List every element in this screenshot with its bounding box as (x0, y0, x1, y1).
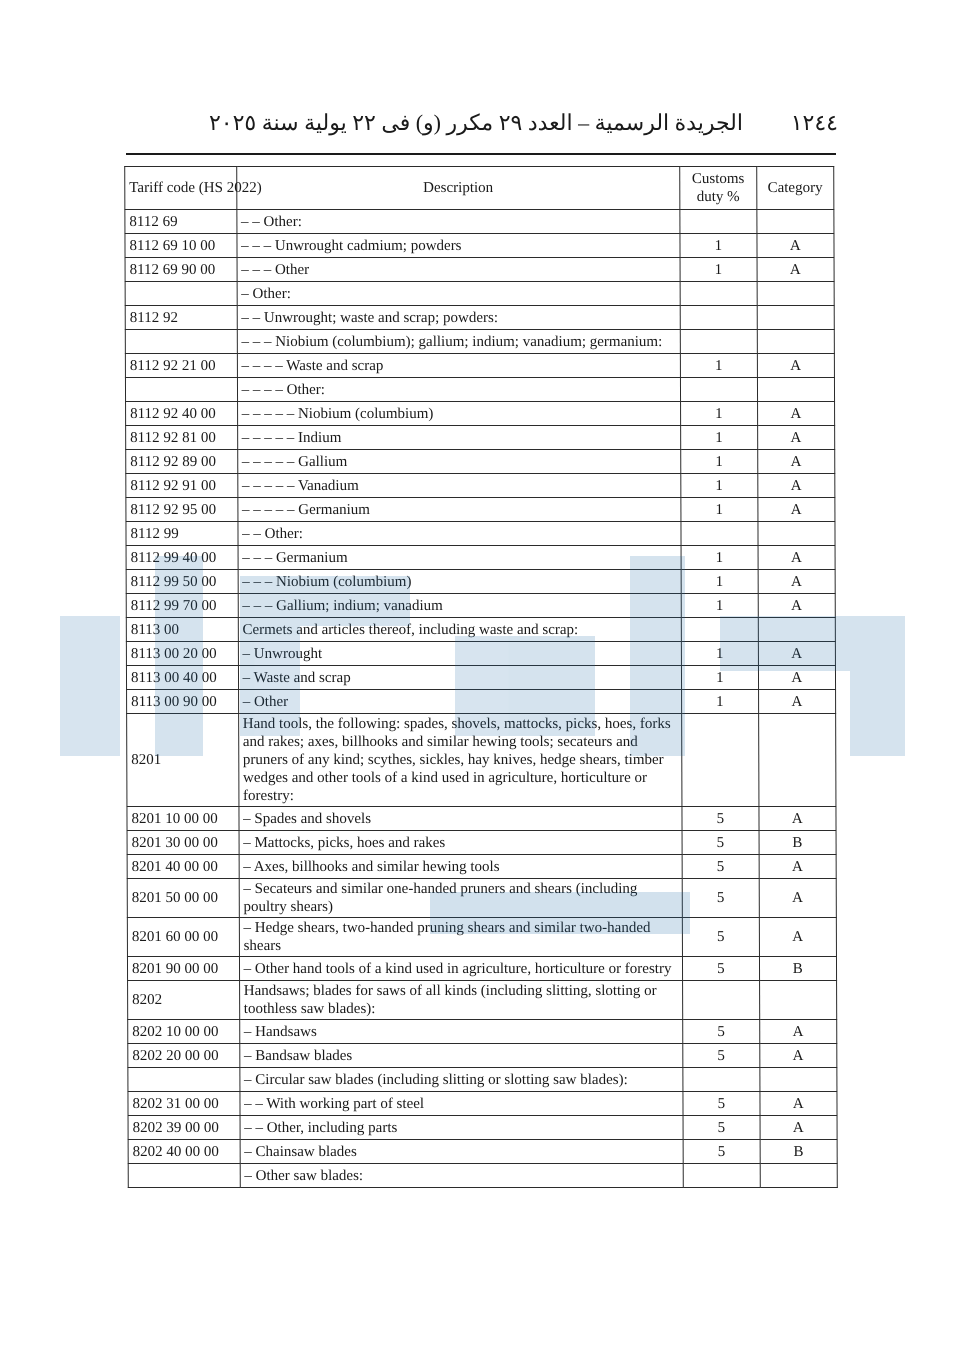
tariff-code-cell: 8112 69 10 00 (125, 234, 237, 258)
customs-duty-cell (680, 330, 757, 354)
description-cell: – Other (238, 690, 682, 714)
table-row (125, 330, 834, 354)
customs-duty-cell (680, 210, 757, 234)
table-row (125, 354, 834, 378)
table-row (128, 1044, 837, 1068)
header-rule (126, 153, 836, 155)
table-row (128, 1116, 837, 1140)
table-row (128, 1068, 837, 1092)
tariff-code-cell: 8201 (127, 714, 239, 807)
table-row (126, 402, 835, 426)
category-cell: A (760, 1116, 838, 1140)
customs-duty-cell: 5 (682, 918, 759, 957)
customs-duty-cell (683, 1068, 760, 1092)
category-cell: A (758, 570, 836, 594)
table-row (128, 1092, 837, 1116)
tariff-code-cell: 8112 92 89 00 (126, 450, 238, 474)
page-header (208, 106, 838, 140)
customs-duty-cell: 1 (681, 450, 758, 474)
table-row (126, 642, 835, 666)
table-row (126, 450, 835, 474)
customs-duty-cell: 1 (681, 594, 758, 618)
description-cell: – – – – – Gallium (237, 450, 681, 474)
table-row (127, 879, 836, 918)
description-cell: – – – – Waste and scrap (237, 354, 681, 378)
table-row (128, 981, 837, 1020)
table-row (127, 807, 836, 831)
table-row (126, 522, 835, 546)
tariff-code-cell (128, 1068, 240, 1092)
table-row (128, 1020, 837, 1044)
description-cell: – – – – – Indium (237, 426, 681, 450)
tariff-code-cell: 8201 30 00 00 (127, 831, 239, 855)
description-cell: – – Unwrought; waste and scrap; powders: (237, 306, 681, 330)
category-cell (758, 522, 836, 546)
description-cell: – Handsaws (239, 1020, 683, 1044)
tariff-code-cell: 8112 92 81 00 (126, 426, 238, 450)
table-row (127, 831, 836, 855)
customs-duty-cell: 5 (682, 855, 759, 879)
table-row (128, 1164, 837, 1188)
category-cell: A (757, 450, 835, 474)
description-cell: – – Other, including parts (240, 1116, 684, 1140)
tariff-code-cell: 8201 90 00 00 (127, 957, 239, 981)
tariff-code-cell: 8112 92 21 00 (125, 354, 237, 378)
tariff-code-cell: 8201 10 00 00 (127, 807, 239, 831)
column-header-customs-duty: Customs duty % (680, 167, 757, 210)
category-cell: A (758, 642, 836, 666)
customs-duty-cell: 1 (681, 426, 758, 450)
customs-duty-cell: 1 (681, 546, 758, 570)
description-cell: – Other saw blades: (240, 1164, 684, 1188)
tariff-code-cell (125, 330, 237, 354)
tariff-code-cell: 8112 99 40 00 (126, 546, 238, 570)
customs-duty-cell: 5 (682, 807, 759, 831)
tariff-code-cell: 8112 92 95 00 (126, 498, 238, 522)
customs-duty-cell (683, 981, 760, 1020)
category-cell: A (756, 234, 834, 258)
tariff-code-cell: 8113 00 40 00 (126, 666, 238, 690)
category-cell (758, 714, 836, 807)
customs-duty-cell: 5 (683, 957, 760, 981)
customs-duty-cell (680, 282, 757, 306)
table-row (126, 474, 835, 498)
customs-duty-cell: 1 (680, 354, 757, 378)
description-cell: – – – Niobium (columbium); gallium; indium; vanadium; germanium: (237, 330, 681, 354)
description-cell: – Axes, billhooks and similar hewing tools (239, 855, 683, 879)
tariff-table (124, 166, 838, 1188)
category-cell: A (758, 594, 836, 618)
customs-duty-cell (683, 1164, 760, 1188)
table-row (127, 855, 836, 879)
tariff-code-cell (125, 282, 237, 306)
customs-duty-cell: 1 (681, 498, 758, 522)
customs-duty-cell: 5 (683, 1020, 760, 1044)
description-cell: – – – – Other: (237, 378, 681, 402)
category-cell: A (757, 258, 835, 282)
category-cell: A (759, 879, 837, 918)
category-cell (758, 618, 836, 642)
description-cell: – Waste and scrap (238, 666, 682, 690)
category-cell: B (759, 831, 837, 855)
category-cell (759, 1068, 837, 1092)
category-cell (757, 330, 835, 354)
tariff-code-cell: 8113 00 20 00 (126, 642, 238, 666)
customs-duty-cell: 5 (683, 1044, 760, 1068)
description-cell: – Secateurs and similar one-handed pruners and shears (including poultry shears) (239, 879, 683, 918)
table-row (126, 570, 835, 594)
column-header-description: Description (236, 167, 680, 210)
description-cell: Cermets and articles thereof, including waste and scrap: (238, 618, 682, 642)
category-cell: A (757, 498, 835, 522)
description-cell: – Other hand tools of a kind used in agriculture, horticulture or forestry (239, 957, 683, 981)
description-cell: – – – – – Germanium (237, 498, 681, 522)
category-cell: B (760, 1140, 838, 1164)
table-row (127, 957, 836, 981)
description-cell: – Bandsaw blades (239, 1044, 683, 1068)
description-cell: – – With working part of steel (240, 1092, 684, 1116)
description-cell: Handsaws; blades for saws of all kinds (including slitting, slotting or toothless saw blades): (239, 981, 683, 1020)
table-row (126, 666, 835, 690)
customs-duty-cell: 1 (681, 402, 758, 426)
table-row (127, 714, 836, 807)
category-cell: A (758, 666, 836, 690)
category-cell: B (759, 957, 837, 981)
category-cell: A (758, 690, 836, 714)
table-row (125, 282, 834, 306)
tariff-code-cell (128, 1164, 240, 1188)
category-cell (757, 306, 835, 330)
description-cell: – – – Unwrought cadmium; powders (237, 234, 681, 258)
customs-duty-cell: 1 (682, 642, 759, 666)
table-row (125, 306, 834, 330)
customs-duty-cell: 1 (680, 258, 757, 282)
table-row (127, 690, 836, 714)
table-row (125, 234, 834, 258)
customs-duty-cell (682, 714, 759, 807)
description-cell: – Hedge shears, two-handed pruning shears and similar two-handed shears (239, 918, 683, 957)
description-cell: – Spades and shovels (239, 807, 683, 831)
table-row (126, 546, 835, 570)
category-cell: A (758, 546, 836, 570)
category-cell (760, 1164, 838, 1188)
tariff-table-body (125, 210, 837, 1188)
tariff-code-cell: 8201 60 00 00 (127, 918, 239, 957)
description-cell: – Circular saw blades (including slitting or slotting saw blades): (239, 1068, 683, 1092)
customs-duty-cell: 5 (683, 1092, 760, 1116)
tariff-code-cell: 8202 (128, 981, 240, 1020)
category-cell: A (759, 1092, 837, 1116)
customs-duty-cell: 5 (682, 831, 759, 855)
tariff-code-cell: 8202 31 00 00 (128, 1092, 240, 1116)
customs-duty-cell: 1 (681, 474, 758, 498)
category-cell (759, 981, 837, 1020)
table-header-row (125, 167, 834, 210)
category-cell (757, 378, 835, 402)
description-cell: – – – Niobium (columbium) (238, 570, 682, 594)
page-number: ١٢٤٤ (790, 110, 838, 135)
tariff-code-cell: 8112 92 91 00 (126, 474, 238, 498)
customs-duty-cell (681, 618, 758, 642)
tariff-code-cell: 8202 40 00 00 (128, 1140, 240, 1164)
category-cell: A (759, 1020, 837, 1044)
tariff-code-cell: 8112 99 70 00 (126, 594, 238, 618)
tariff-code-cell: 8201 50 00 00 (127, 879, 239, 918)
tariff-code-cell: 8112 92 40 00 (126, 402, 238, 426)
customs-duty-cell (681, 378, 758, 402)
customs-duty-cell: 5 (683, 1116, 760, 1140)
description-cell: – – – – – Niobium (columbium) (237, 402, 681, 426)
category-cell: A (757, 402, 835, 426)
description-cell: – – – Germanium (238, 546, 682, 570)
category-cell: A (759, 855, 837, 879)
description-cell: – Chainsaw blades (240, 1140, 684, 1164)
description-cell: – Unwrought (238, 642, 682, 666)
tariff-code-cell (125, 378, 237, 402)
table-row (126, 426, 835, 450)
tariff-code-cell: 8112 92 (125, 306, 237, 330)
table-row (126, 498, 835, 522)
table-row (126, 594, 835, 618)
customs-duty-cell (680, 306, 757, 330)
customs-duty-cell: 1 (682, 666, 759, 690)
tariff-code-cell: 8112 99 (126, 522, 238, 546)
table-row (125, 258, 834, 282)
tariff-code-cell: 8112 99 50 00 (126, 570, 238, 594)
tariff-code-cell: 8202 10 00 00 (128, 1020, 240, 1044)
tariff-code-cell: 8202 20 00 00 (128, 1044, 240, 1068)
customs-duty-cell: 1 (682, 690, 759, 714)
category-cell: A (759, 1044, 837, 1068)
description-cell: Hand tools, the following: spades, shovels, mattocks, picks, hoes, forks and rakes; axes, billhooks and similar hewing tools; secateurs and pruners of any kind; scythes, sickles, hay knives, hedge shears, timber wedges and other tools of a kind used in agriculture, horticulture or forestry: (238, 714, 682, 807)
tariff-code-cell: 8202 39 00 00 (128, 1116, 240, 1140)
category-cell: A (757, 426, 835, 450)
customs-duty-cell (681, 522, 758, 546)
description-cell: – – – Gallium; indium; vanadium (238, 594, 682, 618)
category-cell: A (757, 474, 835, 498)
category-cell: A (758, 807, 836, 831)
tariff-code-cell: 8112 69 90 00 (125, 258, 237, 282)
tariff-code-cell: 8112 69 (125, 210, 237, 234)
customs-duty-cell: 5 (683, 1140, 760, 1164)
category-cell (757, 282, 835, 306)
customs-duty-cell: 1 (681, 570, 758, 594)
table-row (127, 918, 836, 957)
column-header-category: Category (756, 167, 834, 210)
gazette-title: الجريدة الرسمية – العدد ٢٩ مكرر (و) فى ٢٢ يولية سنة ٢٠٢٥ (208, 110, 743, 135)
description-cell: – Other: (237, 282, 681, 306)
table-row (125, 378, 834, 402)
tariff-code-cell: 8113 00 (126, 618, 238, 642)
table-row (125, 210, 834, 234)
customs-duty-cell: 1 (680, 234, 757, 258)
customs-duty-cell: 5 (682, 879, 759, 918)
description-cell: – Mattocks, picks, hoes and rakes (239, 831, 683, 855)
description-cell: – – – Other (237, 258, 681, 282)
category-cell: A (757, 354, 835, 378)
table-row (126, 618, 835, 642)
column-header-tariff-code: Tariff code (HS 2022) (125, 167, 237, 210)
description-cell: – – Other: (238, 522, 682, 546)
description-cell: – – – – – Vanadium (237, 474, 681, 498)
category-cell (756, 210, 834, 234)
description-cell: – – Other: (236, 210, 680, 234)
tariff-code-cell: 8201 40 00 00 (127, 855, 239, 879)
category-cell: A (759, 918, 837, 957)
table-row (128, 1140, 837, 1164)
tariff-code-cell: 8113 00 90 00 (127, 690, 239, 714)
